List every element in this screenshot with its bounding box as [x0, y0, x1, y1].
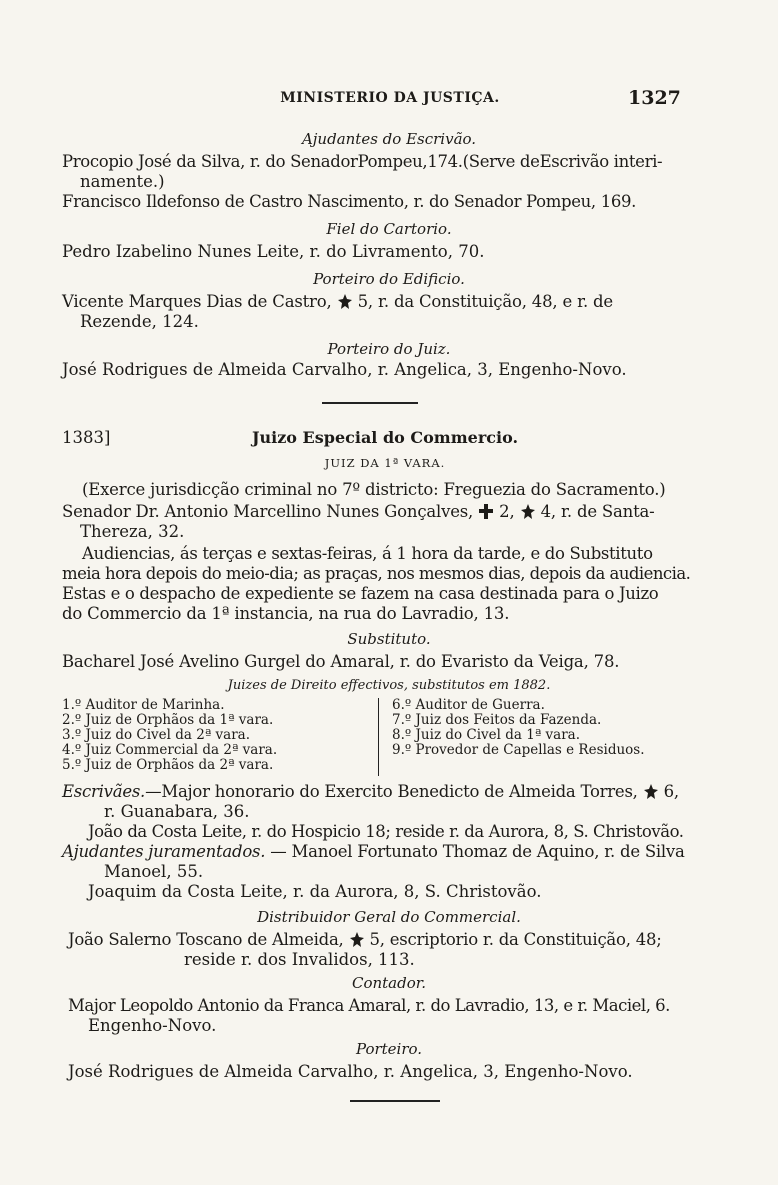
- entry-senador-cont: Thereza, 32.: [80, 522, 185, 541]
- entry-jose-rodrigues: José Rodrigues de Almeida Carvalho, r. Angelica, 3, Engenho-Novo.: [62, 360, 627, 379]
- list-item: 1.º Auditor de Marinha.: [62, 697, 225, 713]
- section-heading-ajudantes-escrivao: Ajudantes do Escrivão.: [301, 130, 477, 148]
- list-item: 4.º Juiz Commercial da 2ª vara.: [62, 742, 278, 758]
- section-heading-juizes: Juizes de Direito effectivos, substitutos em 1882.: [227, 678, 551, 693]
- section-heading-fiel: Fiel do Cartorio.: [326, 220, 452, 238]
- entry-joao-costa-leite: João da Costa Leite, r. do Hospicio 18; reside r. da Aurora, 8, S. Christovão.: [88, 822, 684, 841]
- escrivaes-label: Escrivães.: [62, 782, 146, 801]
- article-number: 1383]: [62, 428, 111, 447]
- entry-leopoldo-cont: Engenho-Novo.: [88, 1016, 217, 1035]
- page-number: 1327: [628, 87, 681, 109]
- order-badge-icon: [349, 931, 365, 948]
- subtitle-juiz-vara: JUIZ DA 1ª VARA.: [324, 456, 446, 470]
- entry-vicente: [62, 292, 613, 312]
- entry-vicente-name: Vicente Marques Dias de Castro,: [62, 292, 332, 311]
- entry-joao-salerno-address: 5, escriptorio r. da Constituição, 48;: [369, 930, 662, 949]
- ajudantes-juramentados-label: Ajudantes juramentados.: [62, 842, 266, 861]
- escrivaes-number: 6,: [663, 782, 679, 801]
- entry-senador-address: 4, r. de Santa-: [540, 502, 655, 521]
- section-heading-porteiro-edificio: Porteiro do Edificio.: [313, 270, 465, 288]
- entry-procopio: Procopio José da Silva, r. do SenadorPompeu,174.(Serve deEscrivão interi-: [62, 152, 663, 171]
- entry-joao-salerno: [68, 930, 662, 950]
- section-heading-porteiro-juiz: Porteiro do Juiz.: [327, 340, 451, 358]
- juizes-left-list: [62, 698, 372, 773]
- audiencias-line-4: do Commercio da 1ª instancia, na rua do Lavradio, 13.: [62, 604, 510, 623]
- juizes-right-list: [392, 698, 722, 758]
- entry-escrivaes: [62, 782, 679, 802]
- entry-joao-salerno-name: João Salerno Toscano de Almeida,: [68, 930, 344, 949]
- section-divider: [322, 402, 418, 404]
- entry-senador-name: Senador Dr. Antonio Marcellino Nunes Gonçalves,: [62, 502, 474, 521]
- entry-vicente-cont: Rezende, 124.: [80, 312, 199, 331]
- section-heading-distribuidor: Distribuidor Geral do Commercial.: [257, 908, 521, 926]
- list-item: 6.º Auditor de Guerra.: [392, 697, 545, 713]
- section-heading-porteiro: Porteiro.: [355, 1040, 423, 1058]
- entry-pedro: Pedro Izabelino Nunes Leite, r. do Livramento, 70.: [62, 242, 485, 261]
- page-header-title: MINISTERIO DA JUSTIÇA.: [280, 90, 500, 106]
- order-badge-icon: [643, 783, 659, 800]
- entry-manoel-cont: Manoel, 55.: [104, 862, 204, 881]
- list-item: 8.º Juiz do Civel da 1ª vara.: [392, 727, 581, 743]
- entry-joao-salerno-cont: reside r. dos Invalidos, 113.: [184, 950, 415, 969]
- list-item: 9.º Provedor de Capellas e Residuos.: [392, 742, 645, 758]
- entry-bacharel: Bacharel José Avelino Gurgel do Amaral, r. do Evaristo da Veiga, 78.: [62, 652, 620, 671]
- list-item: 3.º Juiz do Civel da 2ª vara.: [62, 727, 251, 743]
- entry-jose-rodrigues-porteiro: José Rodrigues de Almeida Carvalho, r. Angelica, 3, Engenho-Novo.: [68, 1062, 633, 1081]
- column-divider: [378, 698, 379, 776]
- cross-icon: [478, 503, 494, 520]
- list-item: 2.º Juiz de Orphãos da 1ª vara.: [62, 712, 274, 728]
- escrivaes-text: —Major honorario do Exercito Benedicto de Almeida Torres,: [145, 782, 638, 801]
- entry-senador-num: 2,: [499, 502, 515, 521]
- list-item: 5.º Juiz de Orphãos da 2ª vara.: [62, 757, 274, 773]
- entry-procopio-cont: namente.): [80, 172, 165, 191]
- entry-joaquim: Joaquim da Costa Leite, r. da Aurora, 8, S. Christovão.: [88, 882, 542, 901]
- audiencias-line-3: Estas e o despacho de expediente se fazem na casa destinada para o Juizo: [62, 584, 659, 603]
- section-title-juizo: Juizo Especial do Commercio.: [251, 428, 519, 447]
- audiencias-line-2: meia hora depois do meio-dia; as praças, nos mesmos dias, depois da audiencia.: [62, 564, 691, 583]
- entry-vicente-address: 5, r. da Constituição, 48, e r. de: [357, 292, 613, 311]
- jurisdiction-note: (Exerce jurisdicção criminal no 7º districto: Freguezia do Sacramento.): [82, 480, 666, 499]
- entry-leopoldo: Major Leopoldo Antonio da Franca Amaral, r. do Lavradio, 13, e r. Maciel, 6.: [68, 996, 670, 1015]
- audiencias-line-1: Audiencias, ás terças e sextas-feiras, á 1 hora da tarde, e do Substituto: [82, 544, 653, 563]
- section-heading-contador: Contador.: [351, 974, 427, 992]
- order-badge-icon: [337, 293, 353, 310]
- entry-ajudantes-juramentados: [62, 842, 685, 862]
- section-heading-substituto: Substituto.: [347, 630, 431, 648]
- bottom-divider: [350, 1100, 440, 1102]
- entry-senador: [62, 502, 655, 522]
- ajudantes-juramentados-text: — Manoel Fortunato Thomaz de Aquino, r. de Silva: [265, 842, 685, 861]
- entry-escrivaes-cont: r. Guanabara, 36.: [104, 802, 250, 821]
- entry-francisco: Francisco Ildefonso de Castro Nascimento, r. do Senador Pompeu, 169.: [62, 192, 637, 211]
- order-badge-icon: [520, 503, 536, 520]
- list-item: 7.º Juiz dos Feitos da Fazenda.: [392, 712, 602, 728]
